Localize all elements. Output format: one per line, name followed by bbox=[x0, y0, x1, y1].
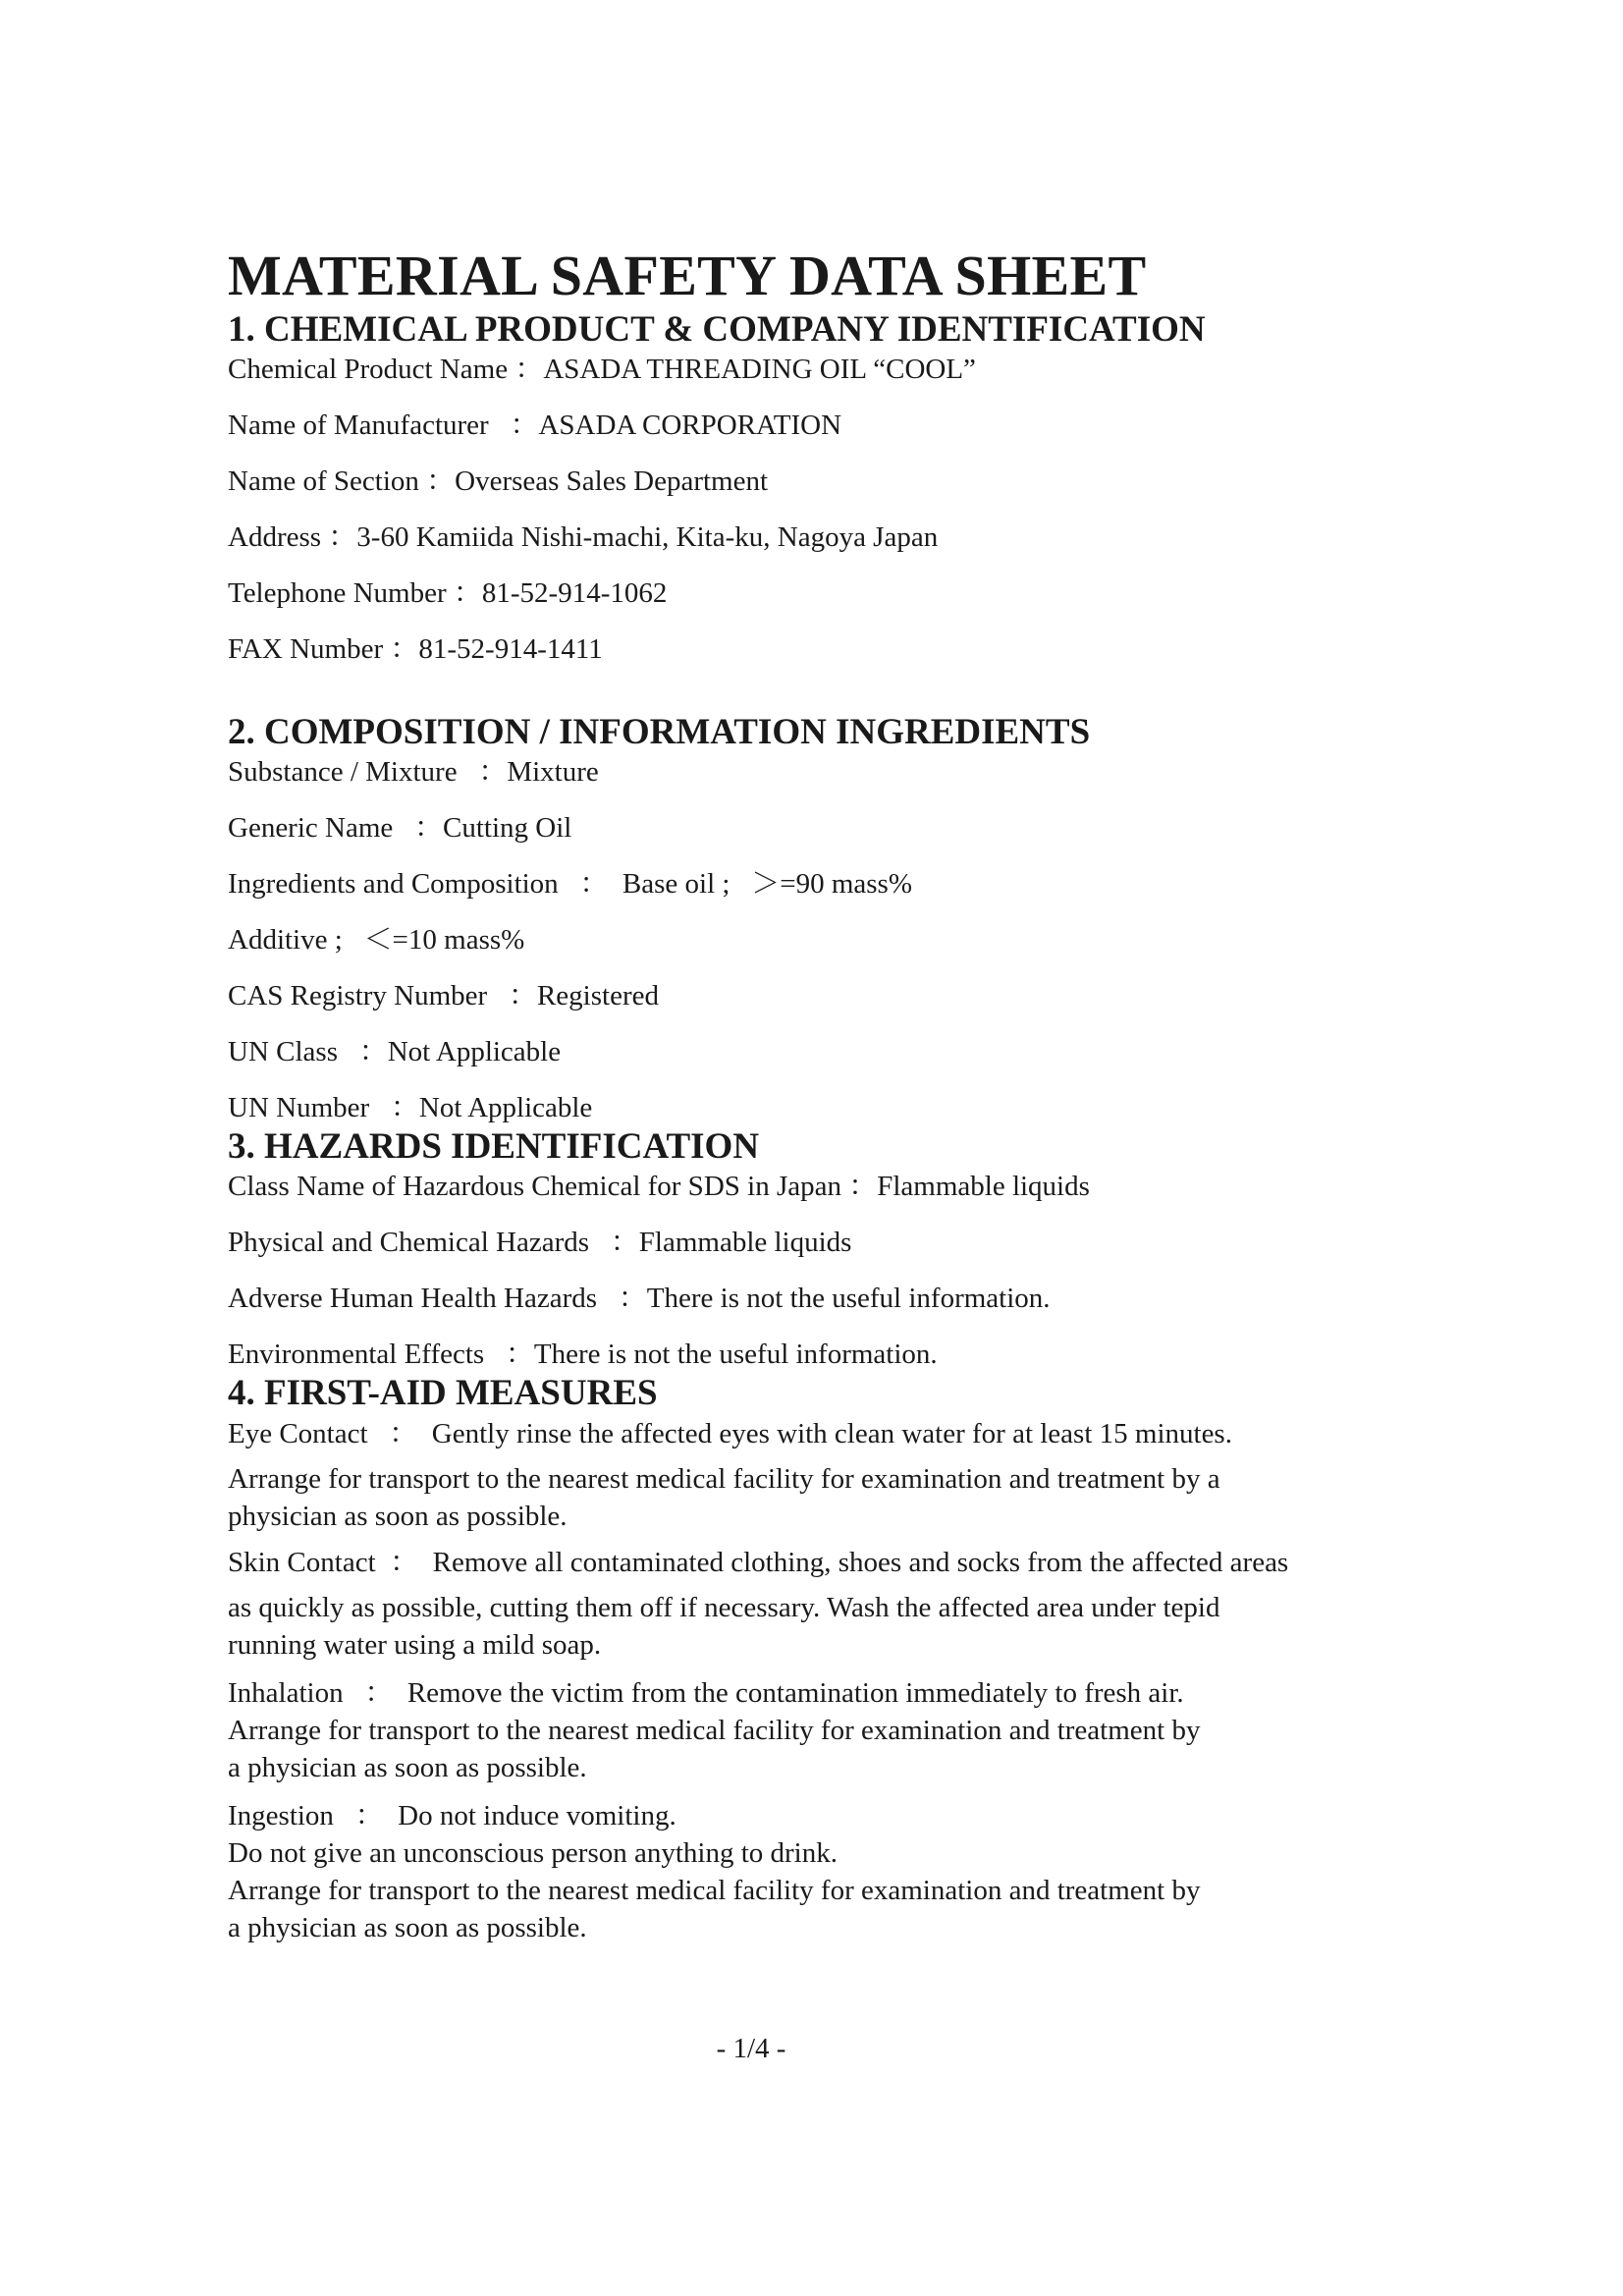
ingestion-line: Ingestion ： Do not induce vomiting. bbox=[228, 1800, 676, 1831]
inhalation-detail-line: a physician as soon as possible. bbox=[228, 1752, 587, 1783]
section-1-heading: 1. CHEMICAL PRODUCT & COMPANY IDENTIFICATION bbox=[228, 309, 1206, 350]
eye-contact-detail-line: physician as soon as possible. bbox=[228, 1501, 568, 1532]
document-title: MATERIAL SAFETY DATA SHEET bbox=[228, 244, 1147, 307]
address-line: Address ：3-60 Kamiida Nishi-machi, Kita-ku, Nagoya Japan bbox=[228, 521, 939, 553]
inhalation-line: Inhalation ： Remove the victim from the contamination immediately to fresh air. bbox=[228, 1677, 1184, 1709]
telephone-line: Telephone Number ：81-52-914-1062 bbox=[228, 577, 668, 609]
ingestion-detail-line: a physician as soon as possible. bbox=[228, 1912, 587, 1943]
eye-contact-line: Eye Contact ： Gently rinse the affected eyes with clean water for at least 15 minutes. bbox=[228, 1418, 1232, 1449]
product-name-line: Chemical Product Name ：ASADA THREADING OIL “COOL” bbox=[228, 354, 976, 385]
document-body bbox=[228, 244, 1445, 1946]
fax-line: FAX Number ：81-52-914-1411 bbox=[228, 633, 603, 665]
hazard-class-line: Class Name of Hazardous Chemical for SDS in Japan ：Flammable liquids bbox=[228, 1171, 1090, 1202]
section-name-line: Name of Section ：Overseas Sales Department bbox=[228, 465, 769, 497]
ingestion-detail-line: Arrange for transport to the nearest medical facility for examination and treatment by bbox=[228, 1875, 1201, 1906]
section-2-heading: 2. COMPOSITION / INFORMATION INGREDIENTS bbox=[228, 712, 1091, 752]
additive-line: Additive ; ＜=10 mass% bbox=[228, 924, 525, 956]
skin-contact-detail-line: running water using a mild soap. bbox=[228, 1629, 602, 1661]
un-number-line: UN Number ：Not Applicable bbox=[228, 1092, 593, 1123]
skin-contact-line: Skin Contact ： Remove all contaminated clothing, shoes and socks from the affected areas bbox=[228, 1547, 1289, 1578]
substance-line: Substance / Mixture ：Mixture bbox=[228, 756, 599, 788]
page-number: - 1/4 - bbox=[716, 2033, 786, 2064]
section-4-heading: 4. FIRST-AID MEASURES bbox=[228, 1373, 658, 1413]
physical-hazards-line: Physical and Chemical Hazards ：Flammable liquids bbox=[228, 1227, 852, 1258]
inhalation-detail-line: Arrange for transport to the nearest medical facility for examination and treatment by bbox=[228, 1715, 1201, 1746]
un-class-line: UN Class ：Not Applicable bbox=[228, 1036, 562, 1067]
generic-name-line: Generic Name ：Cutting Oil bbox=[228, 812, 572, 844]
manufacturer-line: Name of Manufacturer ：ASADA CORPORATION bbox=[228, 410, 842, 441]
ingredients-line: Ingredients and Composition ： Base oil ; ＞=90 mass% bbox=[228, 868, 912, 900]
section-3-heading: 3. HAZARDS IDENTIFICATION bbox=[228, 1126, 760, 1167]
skin-contact-detail-line: as quickly as possible, cutting them off if necessary. Wash the affected area under tepid bbox=[228, 1592, 1220, 1623]
health-hazards-line: Adverse Human Health Hazards ：There is not the useful information. bbox=[228, 1283, 1051, 1314]
cas-line: CAS Registry Number ：Registered bbox=[228, 980, 659, 1011]
environmental-effects-line: Environmental Effects ：There is not the useful information. bbox=[228, 1339, 938, 1370]
ingestion-detail-line: Do not give an unconscious person anything to drink. bbox=[228, 1837, 838, 1869]
eye-contact-detail-line: Arrange for transport to the nearest medical facility for examination and treatment by a bbox=[228, 1463, 1220, 1495]
